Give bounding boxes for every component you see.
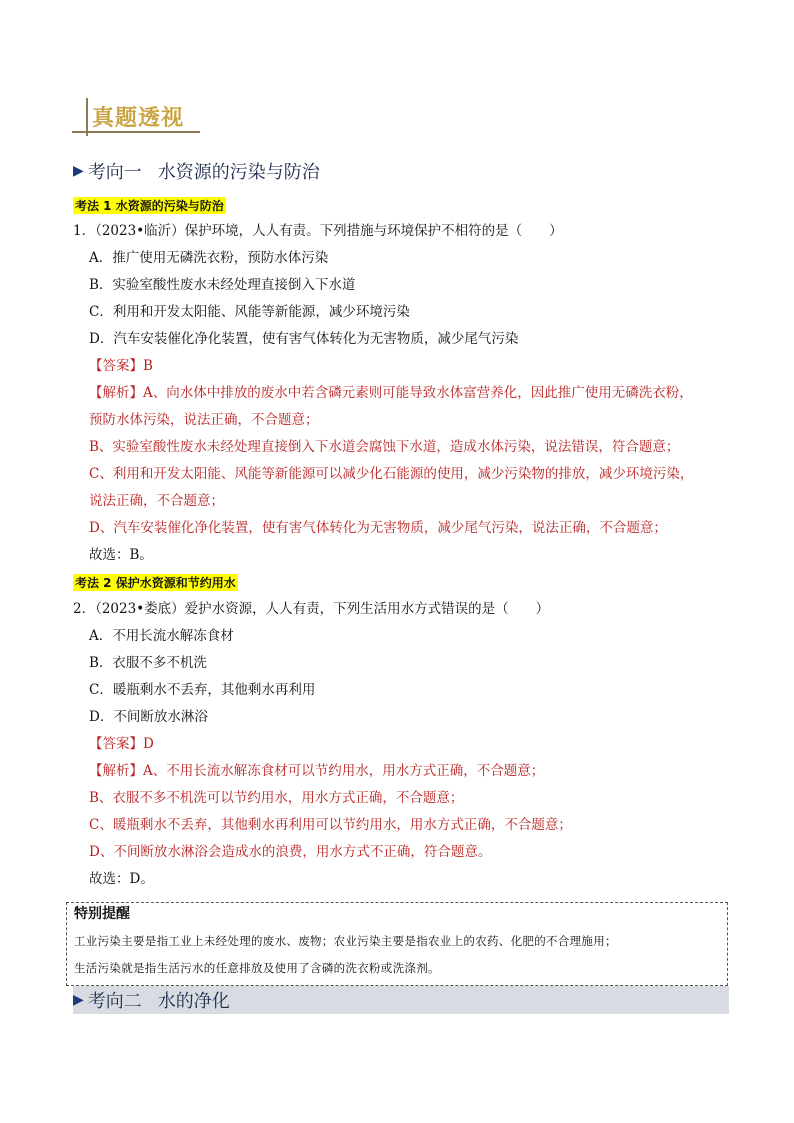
- q1-option-a: A．推广使用无磷洗衣粉，预防水体污染: [89, 250, 329, 266]
- question-2-stem: 2．（2023•娄底）爱护水资源，人人有责，下列生活用水方式错误的是（ ）: [73, 601, 550, 617]
- q1-analysis-line: C、利用和开发太阳能、风能等新能源可以减少化石能源的使用，减少污染物的排放，减少环境污染，: [89, 466, 694, 482]
- q1-option-c: C．利用和开发太阳能、风能等新能源，减少环境污染: [89, 304, 410, 320]
- q1-choice: 故选：B。: [89, 547, 153, 563]
- section-title: 水资源的污染与防治: [157, 162, 320, 183]
- triangle-marker-icon: ▶: [73, 992, 84, 1008]
- q2-answer: 【答案】D: [89, 736, 154, 752]
- q2-analysis-line: D、不间断放水淋浴会造成水的浪费，用水方式不正确，符合题意。: [89, 844, 492, 860]
- q2-option-d: D．不间断放水淋浴: [89, 709, 208, 725]
- section-label: 考向一: [87, 162, 142, 183]
- q2-choice: 故选：D。: [89, 871, 154, 887]
- q1-option-b: B．实验室酸性废水未经处理直接倒入下水道: [89, 277, 356, 293]
- page-title: 真题透视: [92, 106, 185, 131]
- q1-option-d: D．汽车安装催化净化装置，使有害气体转化为无害物质，减少尾气污染: [89, 331, 519, 347]
- kaofa-heading-2: 考法 2 保护水资源和节约用水: [75, 576, 236, 590]
- q2-analysis-line: B、衣服不多不机洗可以节约用水，用水方式正确，不合题意；: [89, 790, 464, 806]
- tip-line: 生活污染就是指生活污水的任意排放及使用了含磷的洗衣粉或洗涤剂。: [74, 961, 440, 975]
- section-heading-1: [73, 157, 729, 185]
- q2-option-b: B．衣服不多不机洗: [89, 655, 207, 671]
- q1-analysis-line: 预防水体污染，说法正确，不合题意；: [89, 412, 319, 428]
- q2-option-a: A．不用长流水解冻食材: [89, 628, 234, 644]
- question-1-stem: 1．（2023•临沂）保护环境，人人有责。下列措施与环境保护不相符的是（ ）: [73, 223, 563, 239]
- q2-analysis-line: C、暖瓶剩水不丢弃，其他剩水再利用可以节约用水，用水方式正确，不合题意；: [89, 817, 572, 833]
- q1-analysis-line: 【解析】A、向水体中排放的废水中若含磷元素则可能导致水体富营养化，因此推广使用无磷洗衣粉，: [89, 385, 693, 401]
- triangle-marker-icon: ▶: [73, 163, 84, 179]
- kaofa-heading-1: 考法 1 水资源的污染与防治: [75, 199, 224, 213]
- q1-analysis-line: B、实验室酸性废水未经处理直接倒入下水道会腐蚀下水道，造成水体污染，说法错误，符合题意；: [89, 439, 680, 455]
- section-label: 考向二: [87, 991, 142, 1012]
- q2-option-c: C．暖瓶剩水不丢弃，其他剩水再利用: [89, 682, 316, 698]
- q1-analysis-line: D、汽车安装催化净化装置，使有害气体转化为无害物质，减少尾气污染，说法正确，不合题意；: [89, 520, 667, 536]
- tip-line: 工业污染主要是指工业上未经处理的废水、废物；农业污染主要是指农业上的农药、化肥的不合理施用；: [74, 934, 617, 948]
- q2-analysis-line: 【解析】A、不用长流水解冻食材可以节约用水，用水方式正确，不合题意；: [89, 763, 545, 779]
- section-heading-2: [73, 986, 729, 1014]
- section-title: 水的净化: [157, 991, 230, 1012]
- tip-title: 特别提醒: [74, 906, 130, 922]
- q1-answer: 【答案】B: [89, 358, 153, 374]
- q1-analysis-line: 说法正确，不合题意；: [89, 493, 224, 509]
